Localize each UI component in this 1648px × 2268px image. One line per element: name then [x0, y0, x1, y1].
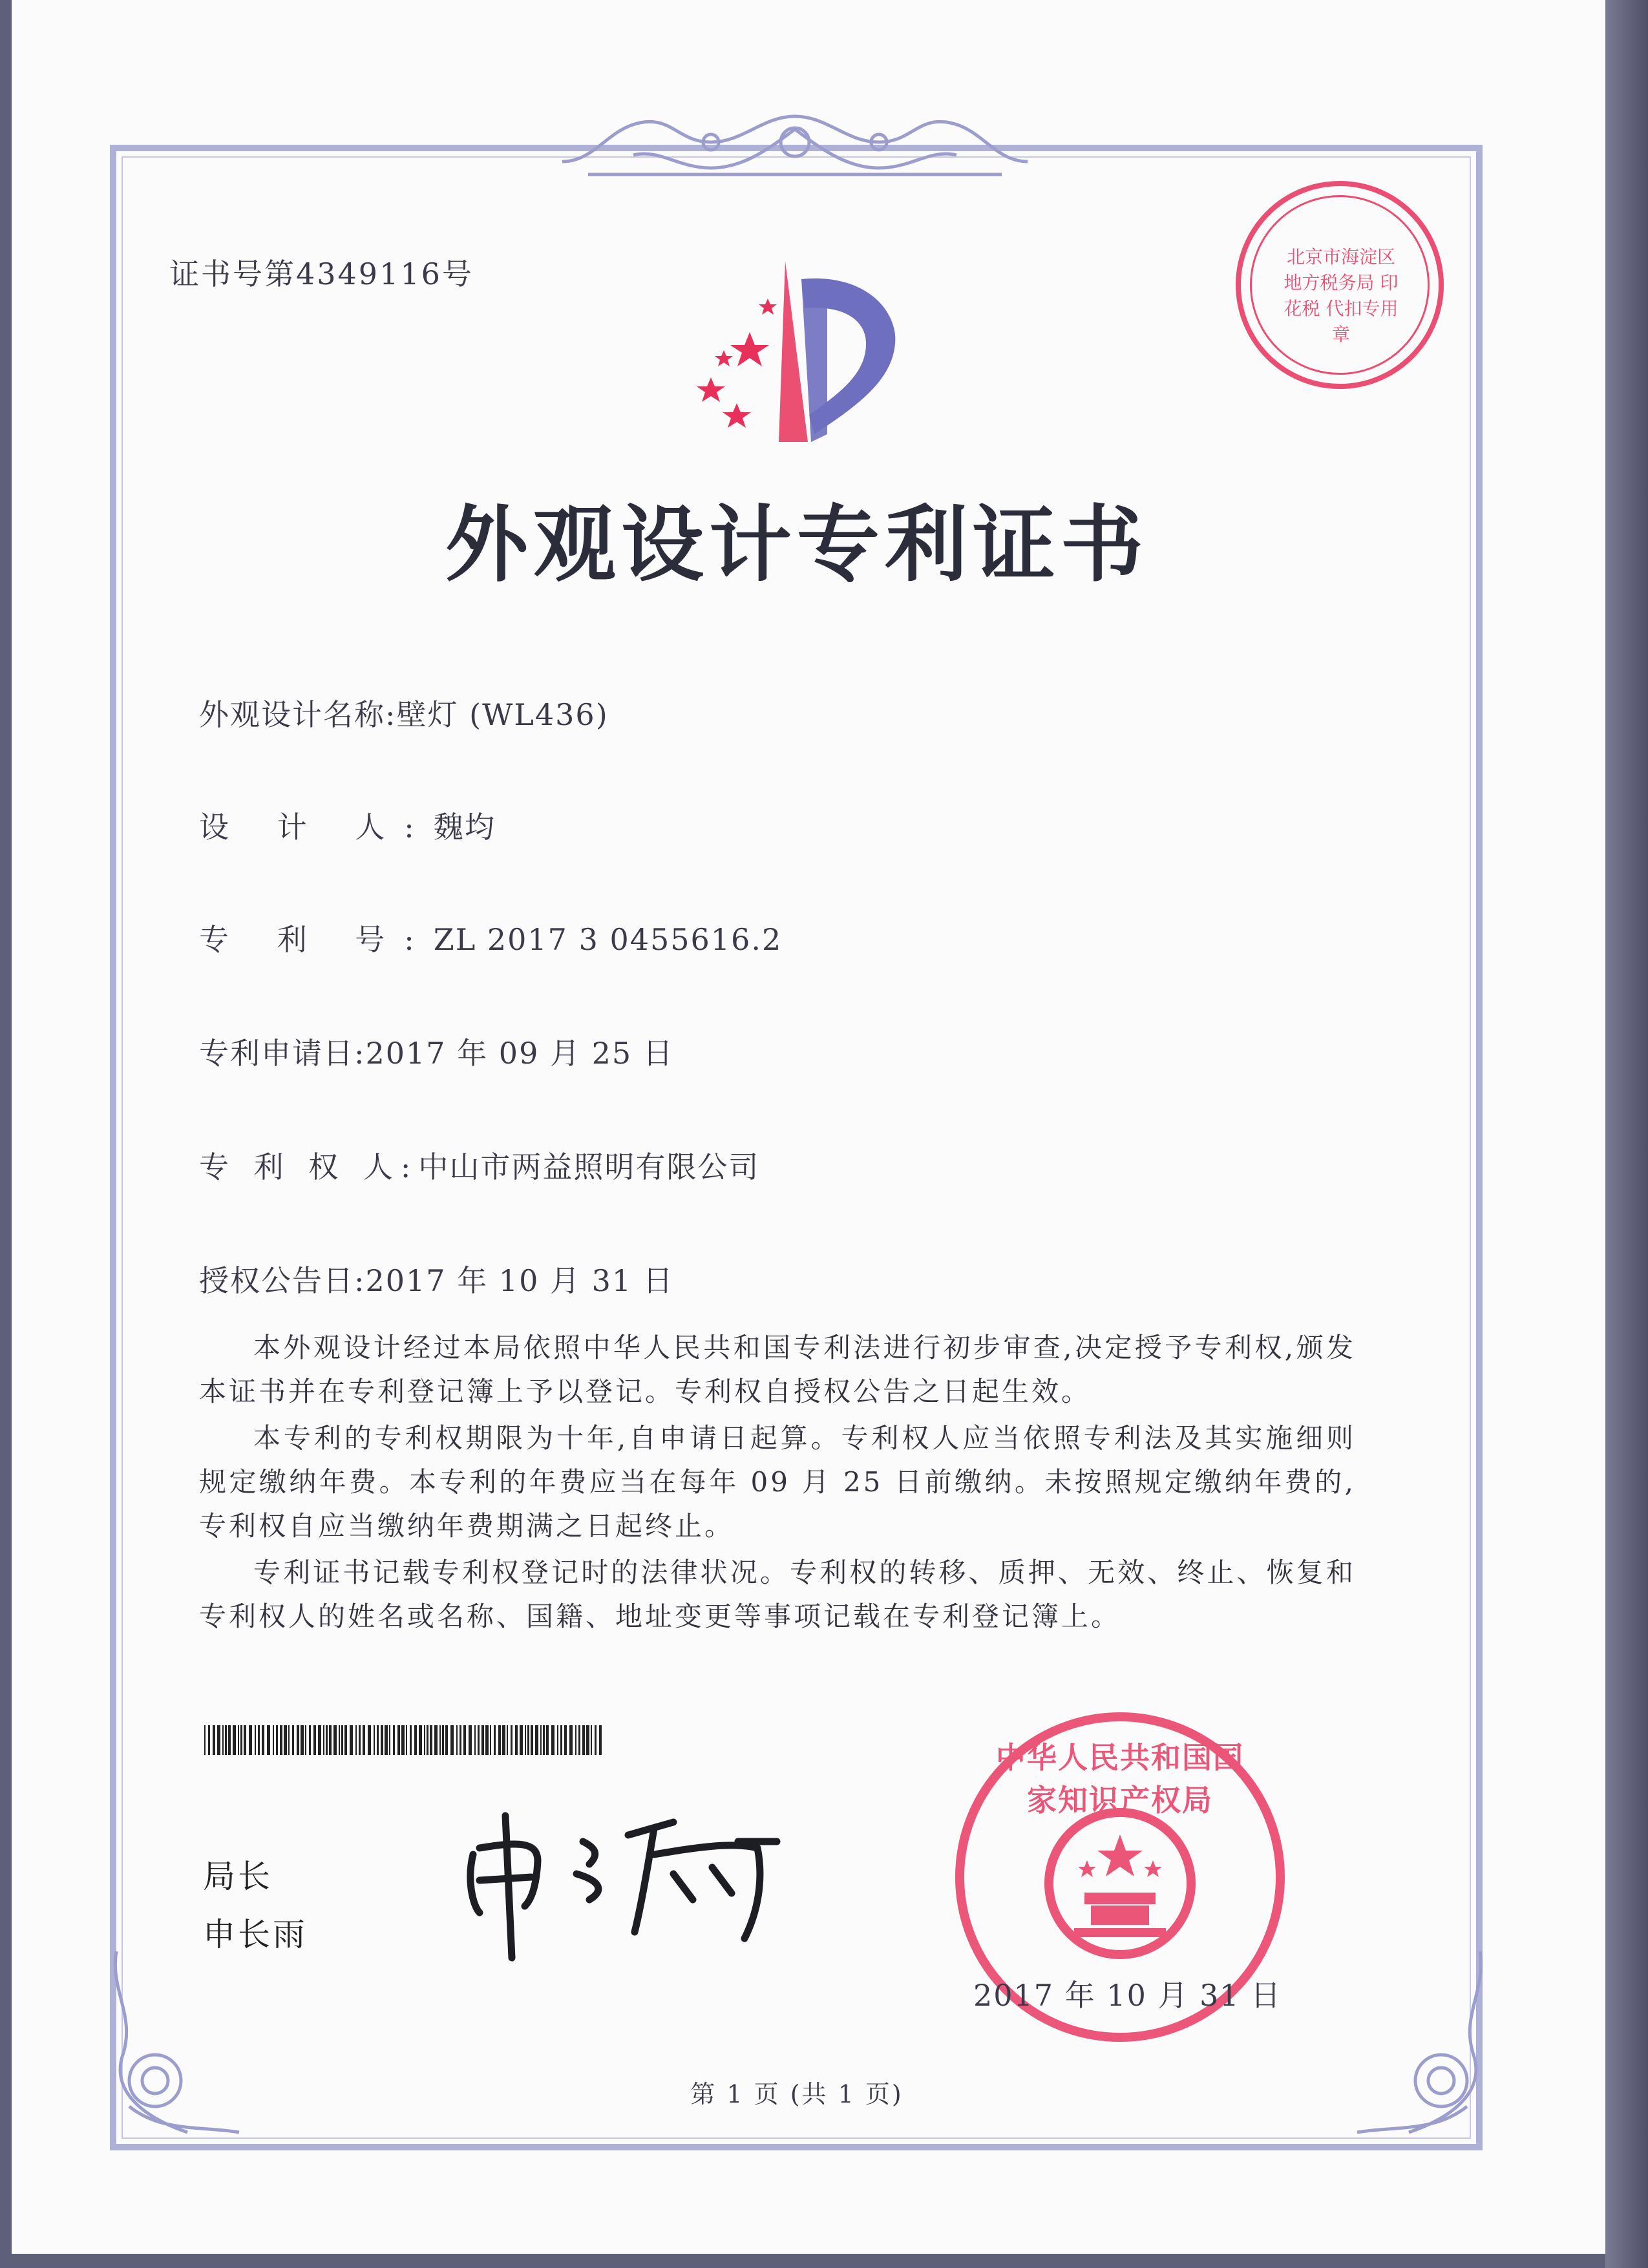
body-paragraph: 本专利的专利权期限为十年,自申请日起算。专利权人应当依照专利法及其实施细则规定缴纳年费。本专利的年费应当在每年 09 月 25 日前缴纳。未按照规定缴纳年费的,专利权自应当缴纳年费期满之日起终止。	[199, 1422, 1356, 1542]
barcode-bar	[344, 1725, 347, 1755]
barcode-bar	[397, 1725, 400, 1755]
barcode-bar	[385, 1725, 388, 1755]
barcode-bar	[490, 1725, 491, 1755]
barcode-bar	[498, 1725, 501, 1755]
field-patentee	[199, 1144, 759, 1186]
field-value: 中山市两益照明有限公司	[418, 1150, 760, 1184]
barcode-bar	[374, 1725, 375, 1755]
certificate-body	[199, 1326, 1356, 1639]
barcode-bar	[507, 1725, 508, 1755]
field-label: 专 利 权 人:	[199, 1150, 419, 1184]
barcode-bar	[406, 1725, 407, 1755]
barcode-bar	[599, 1725, 602, 1755]
barcode-bar	[381, 1725, 383, 1755]
tax-stamp-text: 北京市海淀区地方税务局 印花税 代扣专用章	[1284, 246, 1399, 345]
barcode-bar	[463, 1725, 466, 1755]
seal-date: 2017 年 10 月 31 日	[973, 1978, 1282, 2013]
barcode-bar	[469, 1725, 472, 1755]
barcode-bar	[546, 1725, 549, 1755]
barcode-bar	[309, 1725, 311, 1755]
field-label: 外观设计名称:	[199, 697, 397, 732]
barcode-bar	[445, 1725, 448, 1755]
barcode-bar	[414, 1725, 417, 1755]
barcode-bar	[502, 1725, 505, 1755]
barcode-bar	[527, 1725, 529, 1755]
barcode-bar	[233, 1725, 236, 1755]
seal-text: 中华人民共和国国家知识产权局	[996, 1740, 1244, 1818]
page-edge	[1605, 0, 1648, 2268]
barcode-bar	[520, 1725, 523, 1755]
barcode-bar	[359, 1725, 361, 1755]
field-value: 2017 年 09 月 25 日	[365, 1036, 674, 1071]
page-number: 第 1 页 (共 1 页)	[690, 2080, 903, 2108]
field-designer	[199, 804, 496, 846]
field-patent-number	[199, 916, 782, 959]
barcode-bar	[531, 1725, 533, 1755]
barcode-bar	[262, 1725, 264, 1755]
corner-ornament-right-icon	[1331, 1938, 1499, 2145]
barcode-bar	[258, 1725, 260, 1755]
barcode-bar	[368, 1725, 371, 1755]
field-application-date	[199, 1030, 674, 1073]
cnipa-logo-icon	[672, 253, 931, 447]
certificate-number: 证书号第4349116号	[169, 257, 474, 291]
barcode-bar	[485, 1725, 489, 1755]
barcode-bar	[244, 1725, 246, 1755]
barcode-bar	[525, 1725, 526, 1755]
barcode-bar	[427, 1725, 428, 1755]
barcode-bar	[350, 1725, 353, 1755]
barcode-bar	[249, 1725, 252, 1755]
barcode-bar	[280, 1725, 282, 1755]
barcode-bar	[255, 1725, 256, 1755]
barcode-bar	[434, 1725, 438, 1755]
barcode-bar	[595, 1725, 597, 1755]
barcode-bar	[333, 1725, 337, 1755]
field-label: 设 计 人:	[199, 810, 434, 845]
barcode-bar	[225, 1725, 227, 1755]
barcode-bar	[575, 1725, 576, 1755]
barcode-bar	[582, 1725, 585, 1755]
field-label: 专 利 号:	[199, 922, 434, 957]
tax-stamp	[1236, 181, 1444, 389]
barcode-bar	[228, 1725, 231, 1755]
barcode-bar	[460, 1725, 461, 1755]
barcode-bar	[238, 1725, 239, 1755]
body-paragraph: 专利证书记载专利权登记时的法律状况。专利权的转移、质押、无效、终止、恢复和专利权人的姓名或名称、国籍、地址变更等事项记载在专利登记簿上。	[199, 1557, 1356, 1632]
barcode-bar	[401, 1725, 405, 1755]
barcode-bar	[393, 1725, 395, 1755]
barcode-bar	[318, 1725, 321, 1755]
barcode-bar	[217, 1725, 220, 1755]
barcode-bar	[363, 1725, 365, 1755]
barcode-bar	[326, 1725, 328, 1755]
field-label: 授权公告日:	[199, 1263, 366, 1298]
barcode-bar	[313, 1725, 316, 1755]
barcode-bar	[377, 1725, 379, 1755]
barcode-bar	[478, 1725, 480, 1755]
barcode-bar	[323, 1725, 324, 1755]
barcode-bar	[515, 1725, 518, 1755]
barcode-bar	[204, 1725, 206, 1755]
barcode-bar	[540, 1725, 542, 1755]
field-value: ZL 2017 3 0455616.2	[433, 922, 783, 957]
barcode-bar	[292, 1725, 294, 1755]
field-label: 专利申请日:	[199, 1036, 366, 1071]
barcode-bar	[535, 1725, 538, 1755]
barcode-bar	[474, 1725, 476, 1755]
barcode-bar	[569, 1725, 573, 1755]
field-value: 魏均	[433, 810, 496, 845]
barcode-bar	[494, 1725, 496, 1755]
barcode-bar	[543, 1725, 545, 1755]
barcode-bar	[355, 1725, 357, 1755]
barcode-bar	[456, 1725, 458, 1755]
director-title: 局长	[203, 1858, 273, 1895]
barcode-bar	[442, 1725, 444, 1755]
barcode-bar	[276, 1725, 278, 1755]
barcode-bar	[410, 1725, 412, 1755]
barcode-bar	[419, 1725, 422, 1755]
barcode-bar	[586, 1725, 589, 1755]
barcode-bar	[240, 1725, 242, 1755]
barcode-bar	[450, 1725, 454, 1755]
barcode-bar	[439, 1725, 441, 1755]
barcode-bar	[389, 1725, 390, 1755]
barcode-bar	[267, 1725, 270, 1755]
field-value: 壁灯 (WL436)	[396, 697, 609, 732]
barcode-bar	[213, 1725, 215, 1755]
barcode-bar	[557, 1725, 558, 1755]
corner-ornament-left-icon	[97, 1938, 265, 2145]
barcode-bar	[305, 1725, 306, 1755]
field-value: 2017 年 10 月 31 日	[365, 1263, 674, 1298]
barcode-bar	[284, 1725, 287, 1755]
director-name: 申长雨	[203, 1916, 308, 1953]
barcode-bar	[430, 1725, 432, 1755]
field-grant-date	[199, 1257, 674, 1300]
certificate-title: 外观设计专利证书	[445, 497, 1148, 593]
barcode-bar	[339, 1725, 340, 1755]
barcode-bar	[511, 1725, 512, 1755]
barcode-bar	[297, 1725, 299, 1755]
signature-icon	[460, 1803, 796, 1971]
barcode-bar	[288, 1725, 290, 1755]
barcode-bar	[578, 1725, 580, 1755]
barcode-icon	[204, 1725, 602, 1755]
barcode-bar	[208, 1725, 210, 1755]
barcode-bar	[273, 1725, 274, 1755]
top-ornament-icon	[549, 103, 1041, 187]
barcode-bar	[329, 1725, 332, 1755]
field-design-name	[199, 691, 609, 734]
barcode-bar	[301, 1725, 304, 1755]
barcode-bar	[341, 1725, 343, 1755]
barcode-bar	[591, 1725, 592, 1755]
barcode-bar	[481, 1725, 484, 1755]
barcode-bar	[560, 1725, 562, 1755]
barcode-bar	[222, 1725, 224, 1755]
body-paragraph: 本外观设计经过本局依照中华人民共和国专利法进行初步审查,决定授予专利权,颁发本证书并在专利登记簿上予以登记。专利权自授权公告之日起生效。	[199, 1332, 1356, 1407]
barcode-bar	[424, 1725, 425, 1755]
barcode-bar	[564, 1725, 567, 1755]
barcode-bar	[551, 1725, 555, 1755]
